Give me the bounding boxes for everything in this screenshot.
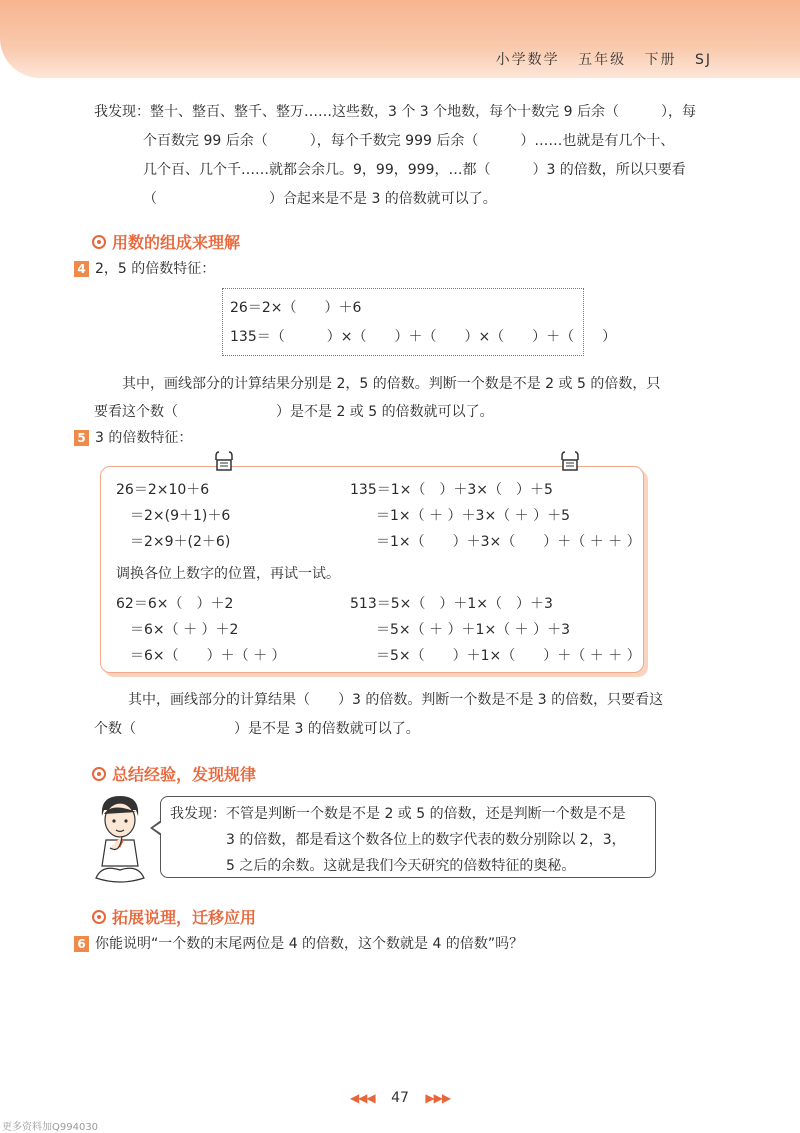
boy-illustration [92, 792, 148, 888]
summary-line-1: 我发现：不管是判断一个数是不是 2 或 5 的倍数，还是判断一个数是不是 [170, 806, 626, 822]
binder-clip-icon [560, 450, 580, 472]
page-footer [0, 1090, 800, 1106]
page-number: 47 [391, 1090, 409, 1106]
header-grade: 五年级 [578, 52, 627, 68]
section-title-text: 用数的组成来理解 [112, 233, 241, 252]
question-number-badge: 5 [74, 430, 89, 446]
summary-line-2: 3 的倍数，都是看这个数各位上的数字代表的数分别除以 2，3， [226, 832, 626, 848]
q5-explanation-2: 个数（ ）是不是 3 的倍数就可以了。 [94, 721, 420, 737]
q4-explanation-2: 要看这个数（ ）是不是 2 或 5 的倍数就可以了。 [94, 404, 494, 420]
eq-26-line-2: ＝2×(9＋1)＋6 [130, 508, 231, 524]
eq-62-line-3: ＝6×（ ）＋（ ＋ ） [130, 648, 286, 664]
equation-135: 135＝（ ）×（ ）＋（ ）×（ ）＋（ ） [230, 329, 617, 345]
target-icon [92, 235, 106, 249]
question-4-label: 2，5 的倍数特征： [95, 261, 216, 277]
section-title-text: 总结经验，发现规律 [112, 765, 257, 784]
section-title-summary [92, 762, 256, 785]
eq-62-line-1: 62＝6×（ ）＋2 [116, 596, 234, 612]
header-edition: SJ [694, 52, 712, 68]
eq-135-line-2: ＝1×（ ＋ ）＋3×（ ＋ ）＋5 [376, 508, 570, 524]
question-number-badge: 6 [74, 936, 89, 952]
section-title-text: 拓展说理，迁移应用 [112, 908, 257, 927]
section-title-extension [92, 905, 256, 928]
right-arrows-icon: ▶▶▶ [425, 1091, 451, 1105]
target-icon [92, 767, 106, 781]
watermark: 更多资料加Q994030 [2, 1122, 99, 1133]
eq-26-line-1: 26＝2×10＋6 [116, 482, 210, 498]
swap-instruction: 调换各位上数字的位置，再试一试。 [116, 566, 340, 582]
q4-explanation-1: 其中，画线部分的计算结果分别是 2，5 的倍数。判断一个数是不是 2 或 5 的倍数，只 [122, 376, 661, 392]
discovery-line-1: 我发现：整十、整百、整千、整万……这些数，3 个 3 个地数，每个十数完 9 后余（ ），每 [94, 104, 696, 120]
question-6-text: 你能说明“一个数的末尾两位是 4 的倍数，这个数就是 4 的倍数”吗？ [95, 936, 524, 952]
question-6 [74, 930, 523, 958]
summary-line-3: 5 之后的余数。这就是我们今天研究的倍数特征的奥秘。 [226, 858, 576, 874]
discovery-line-3: 几个百、几个千……就都会余几。9，99，999，…都（ ）3 的倍数，所以只要看 [143, 162, 686, 178]
question-5-label: 3 的倍数特征： [95, 430, 193, 446]
discovery-line-2: 个百数完 99 后余（ ），每个千数完 999 后余（ ）……也就是有几个十、 [143, 133, 675, 149]
section-title-composition [92, 230, 240, 253]
binder-clip-icon [214, 450, 234, 472]
eq-135-line-1: 135＝1×（ ）＋3×（ ）＋5 [350, 482, 553, 498]
equation-26: 26＝2×（ ）＋6 [230, 300, 362, 316]
eq-26-line-3: ＝2×9＋(2＋6) [130, 534, 231, 550]
eq-135-line-3: ＝1×（ ）＋3×（ ）＋（ ＋ ＋ ） [376, 534, 641, 550]
eq-513-line-1: 513＝5×（ ）＋1×（ ）＋3 [350, 596, 553, 612]
eq-62-line-2: ＝6×（ ＋ ）＋2 [130, 622, 239, 638]
question-4 [74, 255, 215, 283]
eq-513-line-2: ＝5×（ ＋ ）＋1×（ ＋ ）＋3 [376, 622, 570, 638]
page-header [484, 49, 712, 69]
header-volume: 下册 [644, 52, 677, 68]
discovery-line-4: （ ）合起来是不是 3 的倍数就可以了。 [143, 191, 497, 207]
eq-513-line-3: ＝5×（ ）＋1×（ ）＋（ ＋ ＋ ） [376, 648, 641, 664]
left-arrows-icon: ◀◀◀ [349, 1091, 375, 1105]
question-5 [74, 424, 192, 452]
target-icon [92, 910, 106, 924]
speech-bubble-tail-fill [153, 822, 162, 834]
q5-explanation-1: 其中，画线部分的计算结果（ ）3 的倍数。判断一个数是不是 3 的倍数，只要看这 [128, 692, 664, 708]
header-subject: 小学数学 [495, 52, 560, 68]
question-number-badge: 4 [74, 261, 89, 277]
